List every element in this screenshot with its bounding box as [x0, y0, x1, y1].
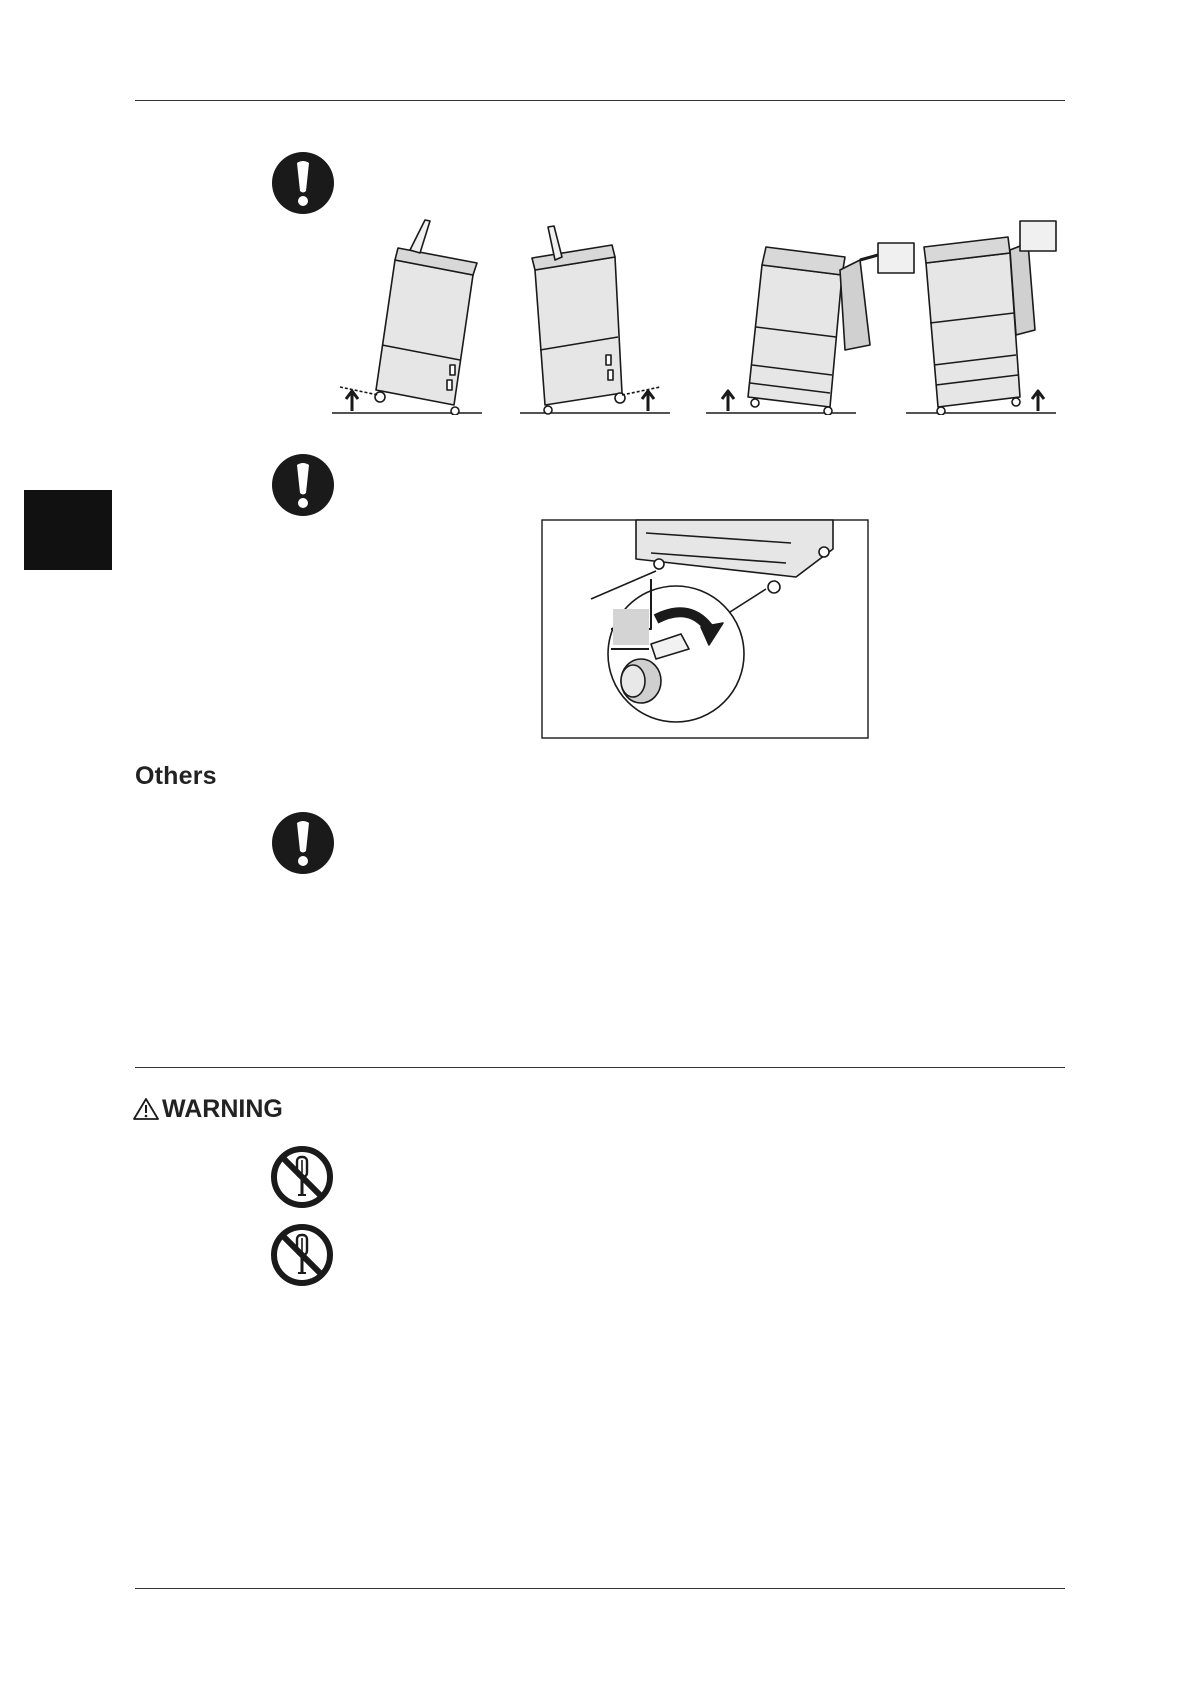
caster-lock-illustration: [541, 519, 869, 739]
footer-rule: [135, 1588, 1065, 1589]
no-disassembly-icon: [270, 1145, 334, 1209]
warning-triangle-icon: [133, 1097, 159, 1121]
exclamation-circle-icon: [271, 151, 335, 215]
section-rule: [135, 1067, 1065, 1068]
machine-tilt-2: [520, 226, 670, 414]
exclamation-circle-icon: [271, 811, 335, 875]
others-heading: Others: [135, 762, 217, 790]
no-disassembly-icon: [270, 1223, 334, 1287]
warning-label: WARNING: [162, 1094, 283, 1123]
exclamation-circle-icon: [271, 453, 335, 517]
header-rule: [135, 100, 1065, 101]
chapter-side-tab: [24, 490, 112, 570]
machine-tilt-4: [906, 221, 1056, 415]
machine-tilt-3: [706, 243, 914, 415]
tilt-warning-illustration: [330, 215, 1060, 415]
warning-heading: [133, 1093, 283, 1125]
machine-tilt-1: [332, 220, 482, 415]
